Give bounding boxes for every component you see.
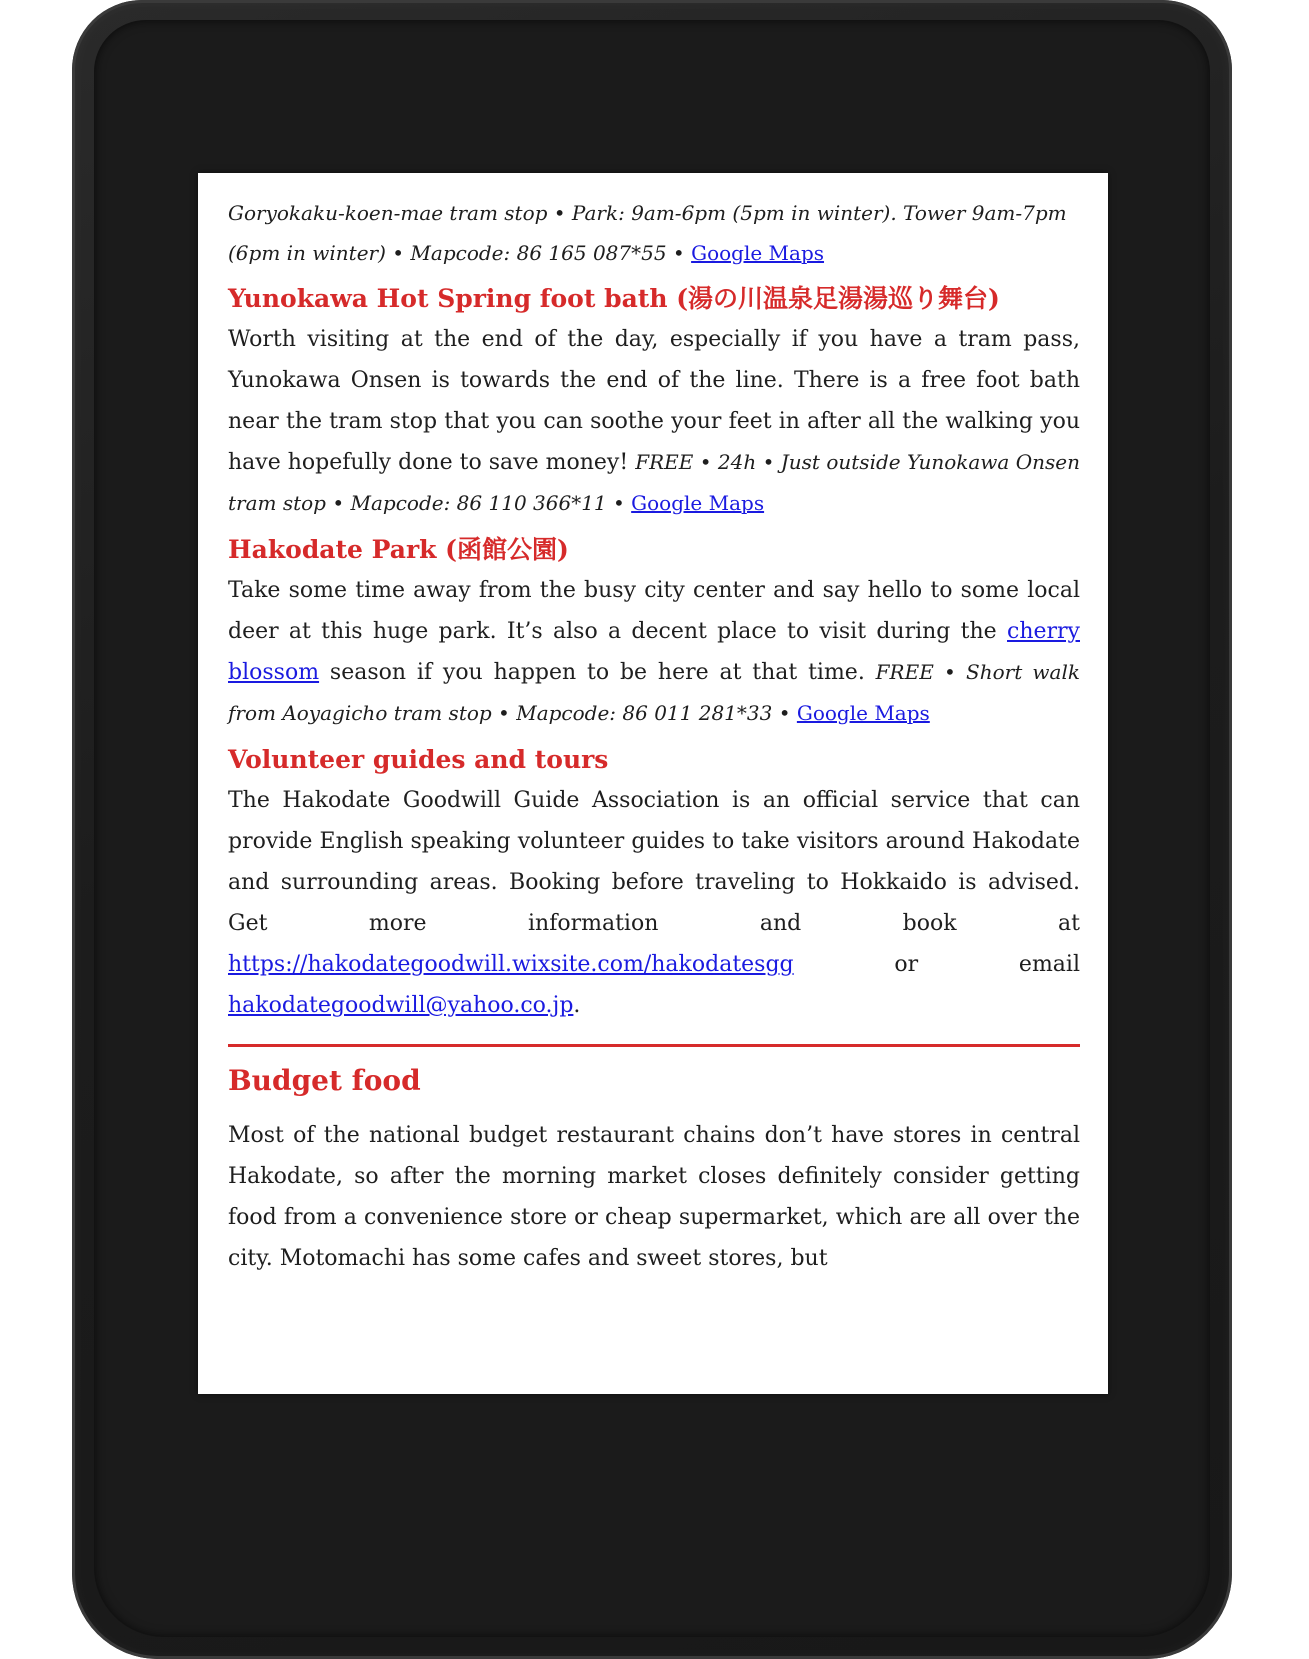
page-content: [228, 193, 1080, 1279]
yunokawa-meta: FREE • 24h • Just outside Yunokawa Onsen tram stop • Mapcode: 86 110 366*11 •: [228, 450, 1080, 515]
section-title-volunteer: Volunteer guides and tours: [228, 745, 609, 774]
google-maps-link-goryokaku[interactable]: Google Maps: [691, 241, 825, 265]
chapter-divider: [228, 1044, 1080, 1047]
section-body-hakodate-park: [228, 570, 1080, 734]
cherry-blossom-link[interactable]: cherry blossom: [228, 619, 1080, 685]
yunokawa-body-text: Worth visiting at the end of the day, especially if you have a tram pass, Yunokawa Onsen is towards the end of the line. There is a free foot bath near the tram stop that you can soothe your feet in after all the walking you have hopefully done to save money!: [228, 327, 1080, 475]
park-meta: FREE • Short walk from Aoyagicho tram stop • Mapcode: 86 011 281*33 •: [228, 660, 1080, 725]
chapter-title-budget-food: Budget food: [228, 1064, 421, 1097]
ereader-screen[interactable]: [198, 173, 1108, 1394]
section-title-yunokawa: Yunokawa Hot Spring foot bath (湯の川温泉足湯湯巡り舞台): [228, 284, 1000, 313]
park-body-after: season if you happen to be here at that time.: [319, 660, 876, 685]
google-maps-link-park[interactable]: Google Maps: [796, 701, 930, 725]
section-body-yunokawa: [228, 319, 1080, 524]
goodwill-email-link[interactable]: hakodategoodwill@yahoo.co.jp: [228, 993, 574, 1018]
top-meta-text: Goryokaku-koen-mae tram stop • Park: 9am-6pm (5pm in winter). Tower 9am-7pm (6pm in winter) • Mapcode: 86 165 087*55 •: [228, 201, 1067, 265]
volunteer-body-after: .: [573, 993, 581, 1018]
goodwill-url-link[interactable]: https://hakodategoodwill.wixsite.com/hakodatesgg: [228, 952, 794, 977]
volunteer-body-middle: or email: [793, 952, 1080, 977]
section-title-hakodate-park: Hakodate Park (函館公園): [228, 535, 569, 564]
park-body-before: Take some time away from the busy city center and say hello to some local deer at this huge park. It’s also a decent place to visit during the: [228, 578, 1080, 644]
google-maps-link-yunokawa[interactable]: Google Maps: [631, 491, 765, 515]
section-body-budget-food: Most of the national budget restaurant chains don’t have stores in central Hakodate, so after the morning market closes definitely consider getting food from a convenience store or cheap supermarket, which are all over the city. Motomachi has some cafes and sweet stores, but: [228, 1123, 1080, 1271]
section-body-volunteer: [228, 780, 1080, 1026]
volunteer-body-before: The Hakodate Goodwill Guide Association is an official service that can provide English speaking volunteer guides to take visitors around Hakodate and surrounding areas. Booking before traveling to Hokkaido is advised. Get more information and book at: [228, 788, 1080, 936]
top-meta: [228, 193, 1080, 273]
